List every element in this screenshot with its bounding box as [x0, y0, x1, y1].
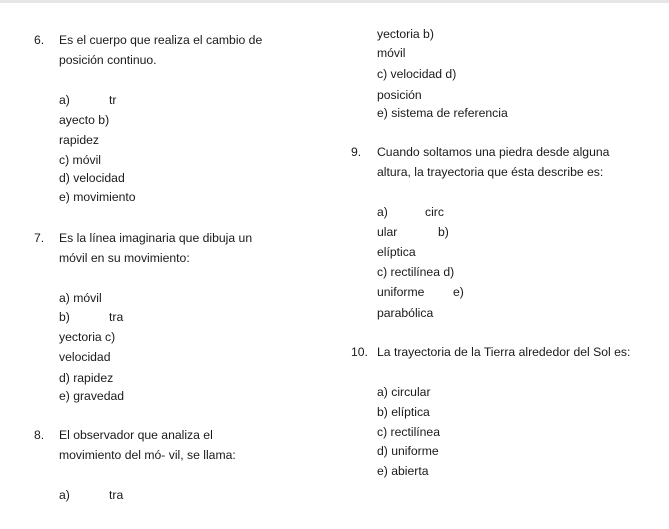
q7-option-e: e) gravedad — [59, 389, 125, 403]
q6-option-b-line: ayecto b) — [59, 113, 110, 127]
q10-option-c: c) rectilínea — [377, 425, 440, 439]
q6-option-d: d) velocidad — [59, 171, 125, 185]
q9-option-e-label: e) — [453, 285, 464, 299]
q6-text-line1: Es el cuerpo que realiza el cambio de — [59, 33, 263, 47]
q9-text-line2: altura, la trayectoria que ésta describe es: — [377, 165, 604, 179]
q10-text-line1: La trayectoria de la Tierra alrededor del Sol es: — [377, 345, 631, 359]
q9-text-line1: Cuando soltamos una piedra desde alguna — [377, 145, 610, 159]
q8-option-a-continued: yectoria b) — [377, 27, 434, 41]
q6-number: 6. — [34, 33, 45, 47]
q9-option-d-value: uniforme — [377, 285, 425, 299]
q9-number: 9. — [351, 145, 362, 159]
q10-option-d: d) uniforme — [377, 444, 439, 458]
q7-option-a: a) móvil — [59, 291, 102, 305]
q7-text-line2: móvil en su movimiento: — [59, 251, 190, 265]
q8-text-line2: movimiento del mó- vil, se llama: — [59, 448, 236, 462]
q8-option-c: c) velocidad d) — [377, 67, 457, 81]
q10-option-a: a) circular — [377, 385, 431, 399]
q8-option-b-value: móvil — [377, 46, 406, 60]
q7-option-c-line: yectoria c) — [59, 330, 116, 344]
q7-option-b-label: b) — [59, 310, 70, 324]
q6-text-line2: posición continuo. — [59, 53, 157, 67]
q6-option-a-label: a) — [59, 93, 70, 107]
q7-option-b-fragment: tra — [109, 310, 124, 324]
q7-option-c-value: velocidad — [59, 350, 111, 364]
q9-option-a-label: a) — [377, 205, 388, 219]
q6-option-a-fragment: tr — [109, 93, 117, 107]
q10-number: 10. — [351, 345, 368, 359]
q6-option-b-value: rapidez — [59, 133, 99, 147]
q9-option-b-label: b) — [438, 225, 449, 239]
q8-option-d-value: posición — [377, 88, 422, 102]
q8-option-e: e) sistema de referencia — [377, 106, 508, 120]
q10-option-e: e) abierta — [377, 464, 429, 478]
q9-option-c: c) rectilínea d) — [377, 265, 455, 279]
q7-text-line1: Es la línea imaginaria que dibuja un — [59, 231, 253, 245]
q9-option-b-value: elíptica — [377, 245, 416, 259]
q8-number: 8. — [34, 428, 45, 442]
q7-number: 7. — [34, 231, 45, 245]
q9-option-a-continued: ular — [377, 225, 398, 239]
q9-option-e-value: parabólica — [377, 306, 434, 320]
top-border — [0, 0, 669, 3]
q9-option-a-fragment: circ — [425, 205, 444, 219]
q8-text-line1: El observador que analiza el — [59, 428, 213, 442]
q7-option-d: d) rapidez — [59, 371, 114, 385]
q6-option-e: e) movimiento — [59, 190, 136, 204]
q8-option-a-label: a) — [59, 488, 70, 502]
q10-option-b: b) elíptica — [377, 405, 430, 419]
q6-option-c: c) móvil — [59, 153, 101, 167]
q8-option-a-fragment: tra — [109, 488, 124, 502]
